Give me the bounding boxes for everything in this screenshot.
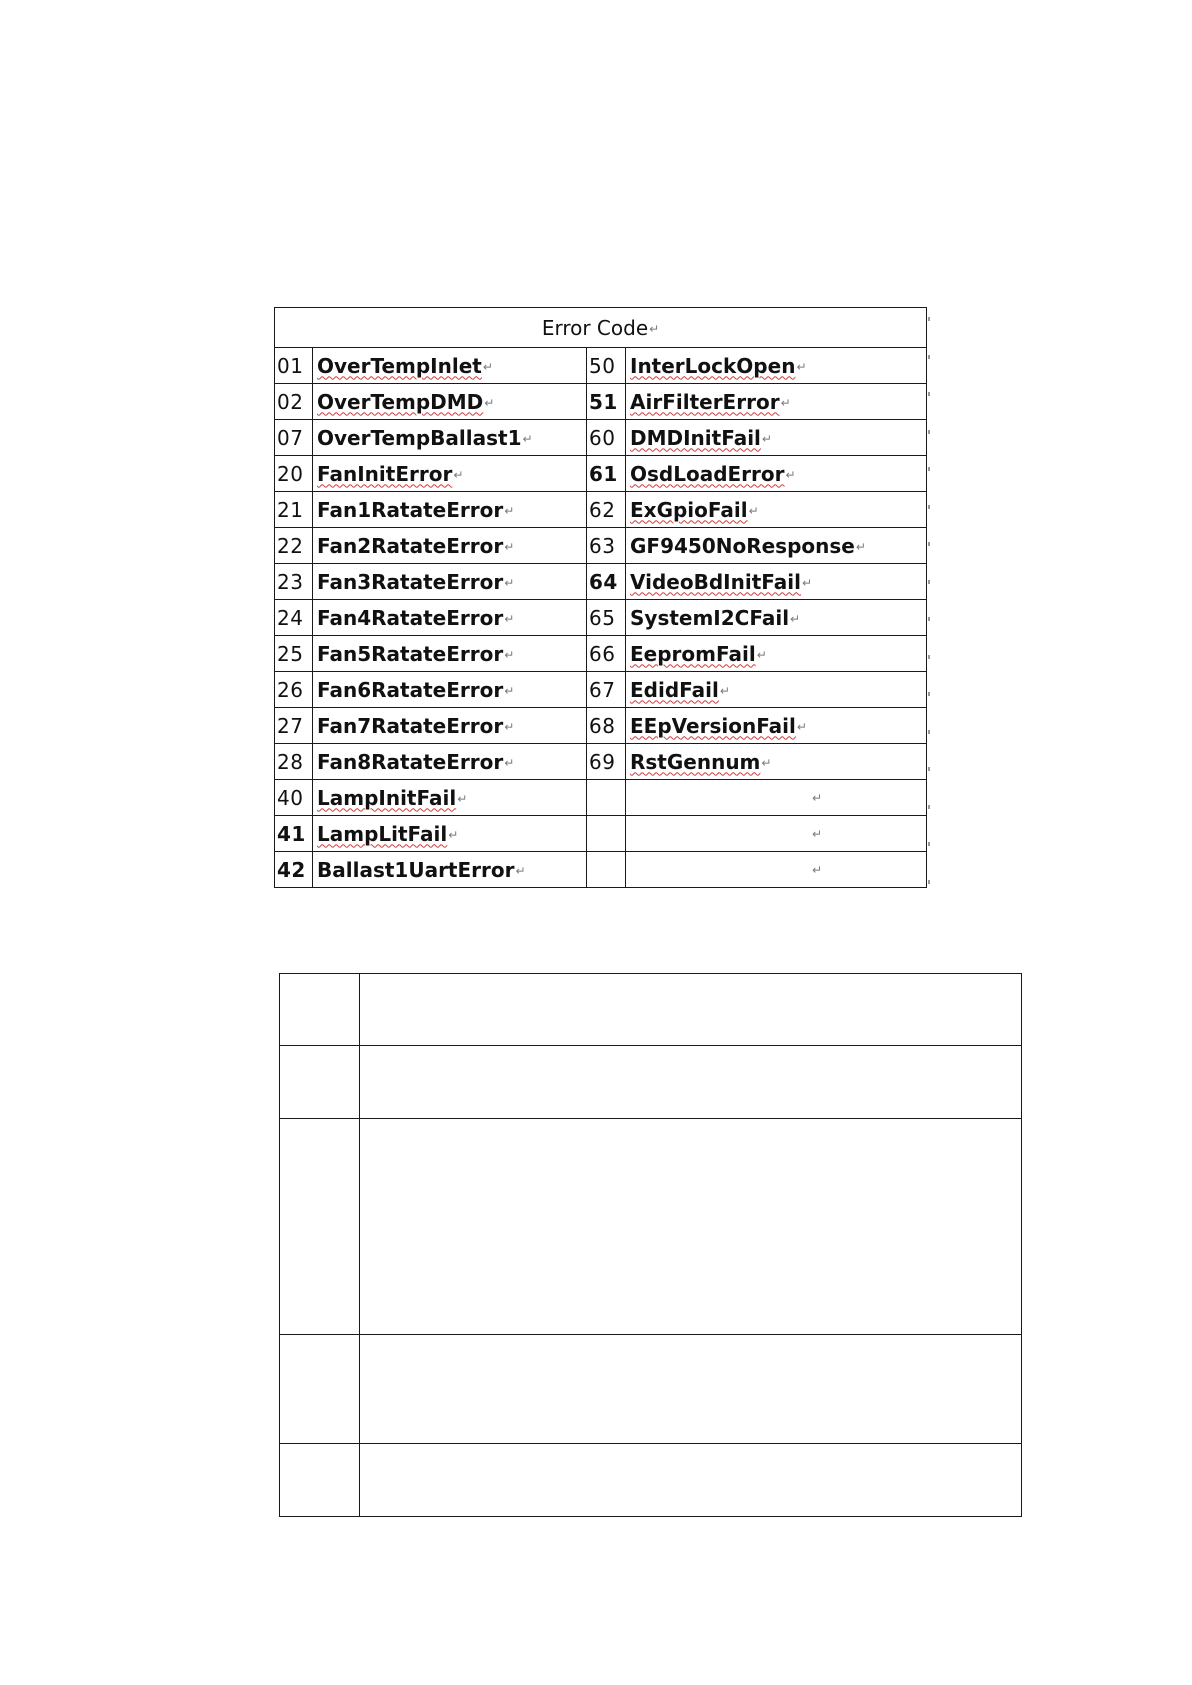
error-code-right-text: 67 [589,677,616,702]
table-title-row [275,308,927,348]
paragraph-mark-icon: ↵ [515,864,526,878]
error-name-left-text: Fan4RatateError [317,605,504,630]
paragraph-mark-icon: ↵ [801,576,813,590]
error-code-left-text: 24 [277,605,304,630]
error-code-right-text: 68 [589,713,616,738]
paragraph-mark-icon: ↵ [504,612,515,626]
blank-cell [360,1046,1022,1119]
error-code-left-text: 01 [277,353,304,378]
error-name-right [626,564,927,600]
table-title: Error Code [541,315,649,340]
error-name-left [313,852,587,888]
table-row [275,528,927,564]
blank-table [279,973,1022,1517]
error-name-right-text: RstGennum [630,749,761,774]
paragraph-mark-icon: ↵ [761,756,772,770]
error-code-left [275,780,313,816]
row-end-marker [928,317,930,321]
error-name-right [626,492,927,528]
row-end-marker [928,692,930,696]
error-code-left-text: 40 [277,785,304,810]
blank-cell [360,1335,1022,1444]
table-row [275,708,927,744]
error-code-right [587,744,626,780]
paragraph-mark-icon: ↵ [457,792,468,806]
error-name-left-text: OverTempBallast1 [317,425,522,450]
error-name-right-text: VideoBdInitFail [630,569,801,594]
error-code-right-text: 61 [589,461,618,486]
error-name-left [313,744,587,780]
paragraph-mark-icon: ↵ [482,360,493,374]
error-name-right [626,348,927,384]
paragraph-mark-icon: ↵ [504,540,515,554]
error-code-right [587,564,626,600]
error-name-left-text: Fan8RatateError [317,749,504,774]
error-code-right-text: 69 [589,749,616,774]
error-code-left [275,348,313,384]
error-name-left-text: Fan6RatateError [317,677,504,702]
row-end-marker [928,392,930,396]
paragraph-mark-icon: ↵ [719,684,730,698]
error-name-right [626,636,927,672]
error-name-left-text: Fan5RatateError [317,641,504,666]
error-code-right [587,852,626,888]
error-code-left [275,384,313,420]
error-code-left [275,528,313,564]
error-code-table [274,307,927,888]
paragraph-mark-icon: ↵ [855,540,866,554]
error-code-left [275,636,313,672]
error-code-right [587,528,626,564]
error-name-left-text: OverTempInlet [317,353,482,378]
paragraph-mark-icon: ↵ [761,432,772,446]
error-code-right [587,708,626,744]
paragraph-mark-icon: ↵ [796,360,807,374]
error-name-left-text: LampLitFail [317,821,448,846]
error-name-left [313,420,587,456]
blank-cell [280,1046,360,1119]
paragraph-mark-icon: ↵ [522,432,533,446]
row-end-marker [928,767,930,771]
error-code-left-text: 26 [277,677,304,702]
error-code-right [587,492,626,528]
table-row [275,744,927,780]
blank-cell [280,1119,360,1335]
paragraph-mark-icon: ↵ [504,648,515,662]
error-name-left-text: Fan3RatateError [317,569,504,594]
error-code-right-text: 60 [589,425,616,450]
error-code-left-text: 22 [277,533,304,558]
error-name-right [626,852,927,888]
error-code-right [587,780,626,816]
error-name-right-text: GF9450NoResponse [630,533,855,558]
row-end-marker [928,617,930,621]
error-name-right-text: SystemI2CFail [630,605,790,630]
error-code-right-text: 51 [589,389,618,414]
blank-cell [280,974,360,1046]
error-name-right [626,600,927,636]
error-code-right-text: 65 [589,605,616,630]
paragraph-mark-icon: ↵ [811,790,822,805]
error-code-right [587,384,626,420]
error-code-left [275,816,313,852]
error-code-right [587,672,626,708]
paragraph-mark-icon: ↵ [785,468,796,482]
error-name-left-text: OverTempDMD [317,389,484,414]
error-code-left [275,420,313,456]
error-name-left [313,456,587,492]
table-row [275,780,927,816]
error-code-right [587,816,626,852]
error-name-left [313,636,587,672]
paragraph-mark-icon: ↵ [649,322,660,336]
paragraph-mark-icon: ↵ [748,504,759,518]
table-row [280,1444,1022,1517]
table-row [275,636,927,672]
error-name-left-text: Ballast1UartError [317,857,515,882]
error-code-left [275,852,313,888]
error-code-left [275,492,313,528]
error-code-left-text: 21 [277,497,304,522]
error-name-left [313,600,587,636]
error-name-left-text: Fan2RatateError [317,533,504,558]
blank-cell [360,974,1022,1046]
error-name-right [626,744,927,780]
error-name-right-text: EepromFail [630,641,756,666]
paragraph-mark-icon: ↵ [504,756,515,770]
table-row [275,816,927,852]
error-code-left-text: 20 [277,461,304,486]
error-name-right-text: DMDInitFail [630,425,761,450]
error-name-left [313,780,587,816]
row-end-marker [928,580,930,584]
table-row [280,1119,1022,1335]
row-end-marker [928,805,930,809]
error-code-right-text: 50 [589,353,616,378]
error-name-left [313,672,587,708]
error-name-right-text: ExGpioFail [630,497,748,522]
error-code-left-text: 02 [277,389,304,414]
blank-table-body [280,974,1022,1517]
error-name-right [626,528,927,564]
row-end-marker [928,505,930,509]
blank-cell [280,1335,360,1444]
error-name-right [626,384,927,420]
table-title-cell [275,308,927,348]
paragraph-mark-icon: ↵ [448,828,459,842]
error-name-right [626,708,927,744]
paragraph-mark-icon: ↵ [453,468,464,482]
error-name-left-text: Fan7RatateError [317,713,504,738]
row-end-marker [928,655,930,659]
error-name-right [626,672,927,708]
row-end-marker [928,730,930,734]
error-name-left [313,348,587,384]
error-code-left-text: 28 [277,749,304,774]
error-name-right-text: AirFilterError [630,389,780,414]
row-end-marker [928,880,930,884]
error-code-table-body [275,308,927,888]
error-code-right-text: 63 [589,533,616,558]
error-code-right [587,348,626,384]
table-row [275,564,927,600]
error-code-right-text: 66 [589,641,616,666]
error-name-right-text: EEpVersionFail [630,713,796,738]
error-code-left-text: 42 [277,857,306,882]
error-name-left-text: LampInitFail [317,785,457,810]
paragraph-mark-icon: ↵ [484,396,495,410]
error-code-left [275,564,313,600]
error-name-left [313,816,587,852]
error-code-right [587,600,626,636]
error-name-left [313,564,587,600]
error-code-left-text: 07 [277,425,304,450]
error-code-left-text: 23 [277,569,304,594]
table-row [280,974,1022,1046]
row-end-marker [928,467,930,471]
error-name-left [313,384,587,420]
error-code-right [587,420,626,456]
error-name-right [626,780,927,816]
table-row [275,420,927,456]
error-code-left-text: 27 [277,713,304,738]
error-name-right-text: EdidFail [630,677,719,702]
error-code-left [275,672,313,708]
row-end-marker [928,355,930,359]
error-code-left [275,456,313,492]
table-row [275,384,927,420]
error-code-right-text: 62 [589,497,616,522]
row-end-marker [928,842,930,846]
paragraph-mark-icon: ↵ [811,862,822,877]
error-name-left [313,492,587,528]
error-name-right-text: InterLockOpen [630,353,796,378]
error-code-right-text: 64 [589,569,618,594]
error-code-left [275,600,313,636]
error-code-left [275,708,313,744]
paragraph-mark-icon: ↵ [504,684,515,698]
paragraph-mark-icon: ↵ [504,720,515,734]
row-end-marker [928,430,930,434]
error-code-left [275,744,313,780]
paragraph-mark-icon: ↵ [780,396,791,410]
error-name-left [313,528,587,564]
error-code-left-text: 25 [277,641,304,666]
paragraph-mark-icon: ↵ [756,648,767,662]
table-row [275,456,927,492]
table-row [280,1046,1022,1119]
error-name-left [313,708,587,744]
paragraph-mark-icon: ↵ [790,612,801,626]
blank-cell [360,1444,1022,1517]
error-name-right-text: OsdLoadError [630,461,785,486]
table-row [275,492,927,528]
blank-cell [360,1119,1022,1335]
error-name-left-text: Fan1RatateError [317,497,504,522]
error-name-left-text: FanInitError [317,461,453,486]
table-row [275,348,927,384]
error-code-right [587,636,626,672]
table-row [280,1335,1022,1444]
row-end-marker [928,542,930,546]
table-row [275,672,927,708]
blank-cell [280,1444,360,1517]
paragraph-mark-icon: ↵ [504,576,515,590]
paragraph-mark-icon: ↵ [811,826,822,841]
error-code-left-text: 41 [277,821,306,846]
paragraph-mark-icon: ↵ [796,720,807,734]
paragraph-mark-icon: ↵ [504,504,515,518]
table-row [275,600,927,636]
error-name-right [626,420,927,456]
error-code-right [587,456,626,492]
error-name-right [626,816,927,852]
table-row [275,852,927,888]
error-name-right [626,456,927,492]
